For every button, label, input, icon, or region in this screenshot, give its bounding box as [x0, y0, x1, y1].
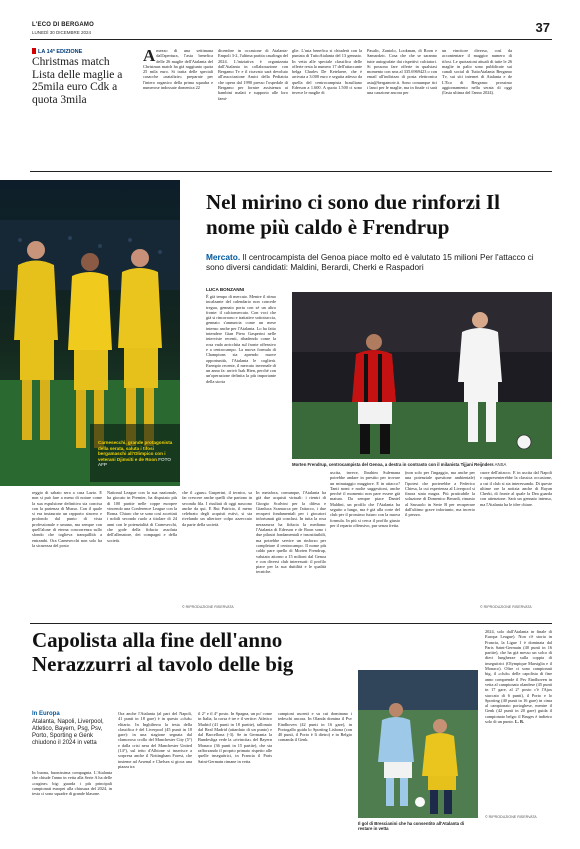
frendrup-subhead — [206, 252, 552, 272]
capolista-headline: Capolista alla fine dell'anno Nerazzurri al tavolo delle big — [32, 628, 294, 676]
photo-left-caption-text: Carnesecchi, grande protagonista della serata, saluta i tifosi bergamaschi all'Olimpico con i veterani Djimsiti e de Roon — [98, 440, 173, 462]
capolista-column-5-text: 2024, solo dall'Atalanta in finale di Europa League). Non c'è storia in Francia, la Ligue 1 è dominata dal Paris Saint-Germain (40 punti in 16 partite), che ha già messo un solco di dieci lunghezze sulla coppia di inseguitrici (Olympique Marsiglia e il Monaco). Oltre ci sono campionati big, il «club» delle capolista di fine anno comprende il Psv Eindhoven in vetta al campionato olandese (45 punti in 17 gare, al 2° posto c'è l'Ajax staccato di 6 punti), il Porto e lo Sporting (40 punti in 16 gare) in cima al campionato portoghese, mentre il Genk (42 punti in 20 gare) guida il campionato belga: il Bruges è indietro solo di un punto. — [485, 629, 552, 725]
xmas-column-3: glie. L'asta benefica si chiuderà con la puntata di TuttoAtalanta del 13 gennaio. In vetta alle speciale classifica delle offerte resta la numero 17 dell'attaccante belga Charles De Ketelaere, che è arrivata a 3.000 euro e seguita adesso da quella del centrocampista brasiliano Ederson a 1.600. A quota 1.500 ci sono invece le maglie di — [292, 48, 362, 96]
xmas-column-1-text: mezzo di una settimana dall'apertura, l'asta benefica delle 26 maglie dell'Atalanta del Christmas match ha già raggiunto quota 25 mila euro. Si tratta delle speciali casacche «natalizie» preparate per l'intero organico della prima squadra e numerose indossate domenica 22 — [143, 48, 213, 91]
dropcap: A — [143, 46, 156, 65]
copyright-1: © RIPRODUZIONE RISERVATA — [182, 605, 234, 609]
edition-tag-text: LA 14ª EDIZIONE — [38, 49, 83, 55]
photo-left-credit: FOTO AFP — [98, 456, 171, 467]
continuation-column-1: reggio di sabato sera a casa Lazio. E non si può fare a meno di notare come la sua espulsione definitiva sia concisa con la partenza di Musso. Con il quale si era instaurato un rapporto sincero e profondo dal punto di vista professionale e umano, ma sempre con quell'alone di eterna concorrenza sullo sfondo che toglieva tranquillità a entrambi. Ora Carnesecchi non solo ha la sicurezza del posto — [32, 490, 102, 548]
masthead: L'ECO DI BERGAMO — [32, 22, 94, 28]
photo-frendrup — [292, 292, 552, 459]
frendrup-subhead-text: Il centrocampista del Genoa piace molto ed è valutato 15 milioni Per l'attacco ci sono diversi candidati: Maldini, Berardi, Cherki e Raspadori — [206, 252, 534, 272]
europa-tag: In Europa — [32, 711, 60, 717]
photo-right-caption-text: Morten Frendrup, centrocampista del Genoa, a destra in contrasto con il milanista Tijjani Reijnders — [292, 462, 494, 467]
copyright-2: © RIPRODUZIONE RISERVATA — [480, 605, 532, 609]
continuation-column-7: cuore dell'attacco. E in uscita dal Napoli e rappresenterebbe la classica occasione, a cui il club si sta interessando. Di queste ultime ore la notizia anche di Rayan Cherki, di fronte al quale la Dea guarda con attenzione. Sarà un gennaio intenso, ma l'Atalanta ha le idee chiare. — [480, 470, 552, 507]
photo-right-caption — [292, 462, 552, 467]
continuation-column-2: National League con la sua nazionale, ha giocato in Premier, ha disputato più di 100 partite nelle coppe europee vincendo una Conference League con la Roma. Chiaro che se sono così accettati i nobili secondo ruolo a titolare di 24 anni con le potenzialità di Carnesecchi, che gode della fiducia assoluta dell'allenatore, dei compagni e della società. — [107, 490, 177, 543]
photo-right-credit: ANSA — [494, 462, 507, 467]
photo-brescianini-goal — [358, 670, 478, 818]
section-rule-1 — [30, 171, 552, 172]
continuation-column-3: che il «guru» Gasperini, il tecnico, sa far crescere anche quelli che partono in seconda fila. I risultati di oggi nascono anche da qui. E Rui Patricio, il meno celebrato degli acquisti estivi, si sta rivelando un ulteriore colpo azzeccato da parte della società. — [182, 490, 252, 527]
xmas-column-1 — [143, 48, 213, 90]
page-number: 37 — [535, 20, 550, 35]
capolista-column-3: il 2° e il 4° posto. In Spagna, un po' come in Italia, la corsa è tre e il vertice: Atletico Madrid (41 punti in 18 partite), tallonato dal Real Madrid (attardato di un punto) e dal Barcellona (-3). Se in Germania la Bundesliga vede la «rivincita» del Bayern Monaco (36 punti in 15 partite), che sta rafforzando il proprio primato rispetto alle quelle inseguitrici, in Francia il Paris Saint-Germain rimane in vetta. — [198, 711, 272, 764]
continuation-column-6: (non solo per l'ingaggio, ma anche per una potenziale questione ambientale) l'ipotesi che porterebbe a Federico Chiesa, la cui esperienza al Liverpool si finora stata magra. Più praticabile la soluzione di Domenico Berardi, rimasto al Sassuolo in Serie B per recuperare dall'ultimo grave infortunio, ma incerto il prezzo. — [405, 470, 475, 518]
photo-left-caption — [98, 440, 176, 468]
photo-frendrup-art — [292, 292, 552, 459]
photo-brescianini-goal-art — [358, 670, 478, 818]
photo-bottom-caption: Il gol di Brescianini che ha consentito all'Atalanta di restare in vetta — [358, 821, 465, 831]
europa-summary: Atalanta, Napoli, Liverpool, Atletico, Bayern, Psg, Psv, Porto, Sporting e Genk chiudono il 2024 in vetta — [32, 719, 104, 746]
byline: LUCA BONZANNI — [206, 287, 245, 292]
tag-bar — [32, 48, 36, 54]
capolista-column-5 — [485, 629, 552, 724]
xmas-headline: Christmas match Lista delle maglie a 25mila euro Cdk a quota 3mila — [32, 56, 123, 106]
edition-tag — [32, 48, 82, 55]
xmas-column-2: dicembre in occasione di Atalanta-Empoli 3-2, l'ultima partita casalinga del 2024. L'iniziativa è organizzata dall'Atalanta in collaborazione con Bergamo Tv e il ricavato sarà devoluto all'associazione Amici della Pediatria che opera dal 1990 presso l'ospedale di Bergamo per fornire assistenza ai bambini malati e supporto alle loro fami- — [218, 48, 288, 101]
capolista-column-1: In buona, buonissima compagnia. L'Atalanta che chiude l'anno in vetta alla Serie A ha delle «cugine» big: guarda i più principali campionati europei alla chiusura del 2024, in testa ci sono squadre di grande blasone. — [32, 770, 112, 797]
frendrup-column-1: È già tempo di mercato. Mentre il ritmo incalzante del calendario non concede tregua, gennaio porta con sé un altro fronte: il calciomercato. Con voci che già si rincorrono e trattative sottotraccia, gennaio s'annuncia come un mese intenso anche per l'Atalanta. Lo ha fatto intendere Gian Piero Gasperini nelle interviste recenti, ribadendo come la rosa vada arricchita sul fronte offensivo e a centrocampo. La nuova formula di Champions sta aprendo nuove opportunità, l'Atalanta le coglierà. Esempio recente, il mercato invernale di un anno fa: arrivò Isak Hien, perché con un'operazione definita la più importante della storia — [206, 294, 276, 384]
frendrup-headline: Nel mirino ci sono due rinforzi Il nome più caldo è Frendrup — [206, 190, 500, 239]
copyright-3: © RIPRODUZIONE RISERVATA — [485, 815, 537, 819]
header-rule — [30, 39, 552, 40]
xmas-column-5: un vincitore diverso, così da accontentare il maggior numero di tifosi. Le quotazioni attuali di tutte le 26 maglie in palio sono pubblicate sui canali social di TuttoAtalanta Bergamo Tv, sui siti internet di Atalanta e de L'Eco di Bergamo: prossimo aggiornamento nella serata di oggi (l'asta ultima del l'anno 2024). — [442, 48, 512, 96]
capolista-column-2: Ora anche l'Atalanta (al pari del Napoli, 41 punti in 18 gare) è in questo «club» elitario. In Inghilterra la testa della classifica è del Liverpool (45 punti in 18 gare): in una stagione segnata dal clamoroso crollo del Manchester City (5°) e dalla crisi nera del Manchester United (14°), sul tetto d'Albione si inserisce a sorpresa anche il Nottingham Forest, che insieme ad Arsenal e Chelsea si gioca una piazza tra — [118, 711, 192, 769]
continuation-column-4: In metafora, comunque, l'Atalanta ha già due acquisti virtuali: i rientri di Giorgio Scalvini per la difesa e Gianluca Scamacca per l'attacco, i due recuperi fondamentali per i giocatori infortunati già conclusi. In tutta la rosa nerazzurra ha fiducia la mediana: l'Atalanta di Ederson e de Roon sono i due pilastri fondamentali e insostituibili, ma potrebbe servire un rinforzo per completare il centrocampo. Il nome più caldo pare quello di Morten Frendrup, valutato attorno a 15 milioni dal Genoa e con diversi club interessati: il profilo piace per la sua duttilità e le qualità tecniche. — [256, 490, 326, 575]
frendrup-kicker: Mercato. — [206, 252, 241, 262]
capolista-column-4: campioni uscenti e su cui dominano i tedeschi ancora. In Olanda domina il Psv Eindhoven (42 punti in 16 gare), in Portogallo guida lo Sporting Lisbona (con 40 punti, il Porto è lì dietro) e in Belgio comanda il Genk. — [278, 711, 352, 743]
xmas-column-4: Pasalic, Zaniolo, Lookman, di Roon e Samardzic. Cosa che che se saranno tutte autografate dai rispettivi calciatori. Si possono fare offerte in qualsiasi momento con sms al 335.6969423 o con email all'indirizzo di posta elettronica asta@bergamotv.it. Sono comunque tiri i lanci per le maglie, ma in finale ci sarà una cauzione ancora per — [367, 48, 437, 96]
continuation-column-5: uscita, invece, Ibrahim Sulemana potrebbe andare in prestito per trovare un minutaggio maggiore. E in attacco? Tanti nomi e molte suggestioni, anche perché il momento non pare essere già maturo. Da sempre piace Daniel Maldini, un profilo che l'Atalanta ha seguito a lungo, ma è già alla corte del club per il prossimo futuro con la nuova formula. In più si cerca il profilo giusto per il reparto offensivo, pur senza fretta. — [330, 470, 400, 528]
section-rule-2 — [30, 623, 552, 624]
dateline: LUNEDÌ 30 DICEMBRE 2024 — [32, 30, 92, 35]
signature: L. B. — [514, 719, 524, 725]
